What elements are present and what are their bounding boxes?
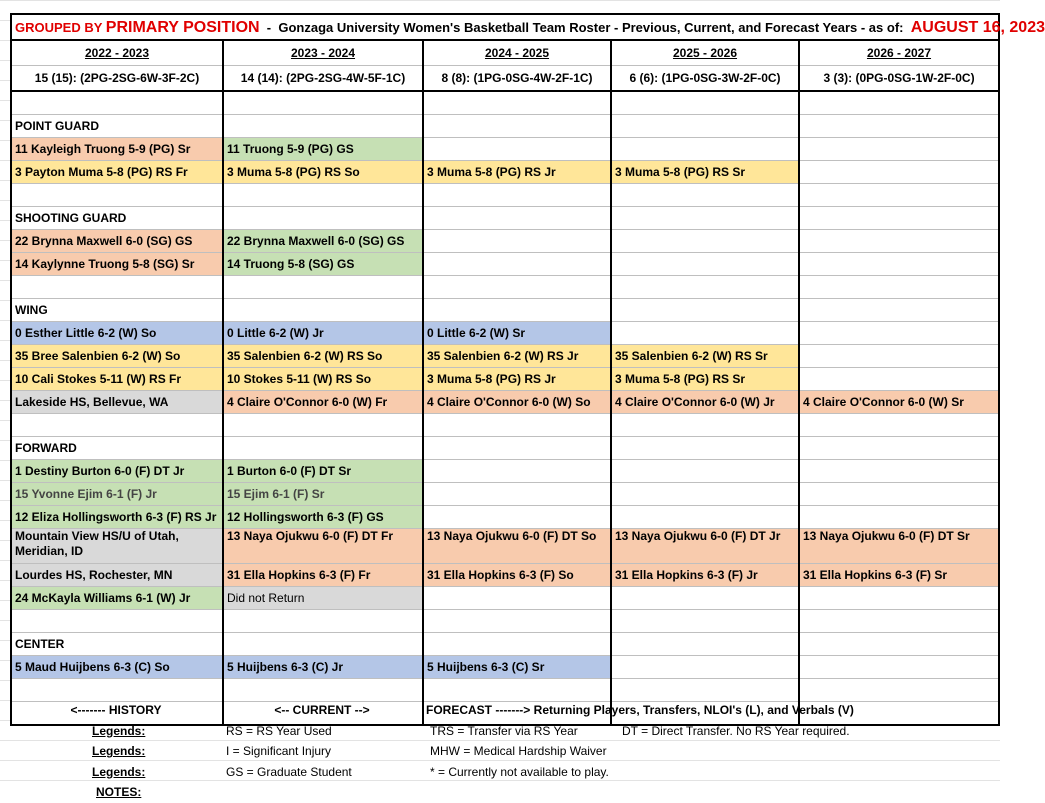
player-cell[interactable]: Lourdes HS, Rochester, MN: [11, 564, 223, 587]
year-count: 15 (15): (2PG-2SG-6W-3F-2C): [11, 66, 223, 92]
cell[interactable]: [423, 610, 611, 633]
cell[interactable]: [611, 414, 799, 437]
cell[interactable]: [799, 345, 999, 368]
cell[interactable]: [799, 506, 999, 529]
history-label: <------- HISTORY: [70, 703, 162, 718]
cell[interactable]: [799, 138, 999, 161]
section-row: [11, 207, 999, 230]
player-cell[interactable]: 14 Kaylynne Truong 5-8 (SG) Sr: [11, 253, 223, 276]
cell[interactable]: [799, 161, 999, 184]
year-header: 2024 - 2025: [423, 40, 611, 66]
year-count: 3 (3): (0PG-0SG-1W-2F-0C): [799, 66, 999, 92]
year-count: 14 (14): (2PG-2SG-4W-5F-1C): [223, 66, 423, 92]
cell[interactable]: [799, 115, 999, 138]
cell[interactable]: [799, 414, 999, 437]
cell[interactable]: [423, 506, 611, 529]
cell[interactable]: [799, 299, 999, 322]
player-cell[interactable]: 1 Burton 6-0 (F) DT Sr: [223, 460, 423, 483]
player-cell[interactable]: 10 Cali Stokes 5-11 (W) RS Fr: [11, 368, 223, 391]
legend-label: Legends:: [92, 723, 146, 738]
legend-item: DT = Direct Transfer. No RS Year required.: [622, 723, 850, 738]
cell[interactable]: [11, 610, 223, 633]
player-cell[interactable]: 0 Little 6-2 (W) Jr: [223, 322, 423, 345]
section-header[interactable]: CENTER: [11, 633, 223, 656]
player-row: [11, 138, 999, 161]
cell[interactable]: [611, 633, 799, 656]
cell[interactable]: [611, 679, 799, 702]
player-row: [11, 161, 999, 184]
title-text: - Gonzaga University Women's Basketball Team Roster - Previous, Current, and Forecast Years - as of:: [259, 19, 911, 35]
cell[interactable]: [799, 587, 999, 610]
player-row: [11, 345, 999, 368]
cell[interactable]: [611, 506, 799, 529]
year-header: 2023 - 2024: [223, 40, 423, 66]
cell[interactable]: [11, 679, 223, 702]
player-row: [11, 506, 999, 529]
player-cell[interactable]: 13 Naya Ojukwu 6-0 (F) DT So: [423, 529, 611, 564]
section-header[interactable]: POINT GUARD: [11, 115, 223, 138]
cell[interactable]: [223, 679, 423, 702]
player-cell[interactable]: 11 Truong 5-9 (PG) GS: [223, 138, 423, 161]
title-date: AUGUST 16, 2023: [910, 18, 1045, 36]
year-header: 2026 - 2027: [799, 40, 999, 66]
player-row: [11, 253, 999, 276]
player-cell[interactable]: 14 Truong 5-8 (SG) GS: [223, 253, 423, 276]
year-count: 6 (6): (1PG-0SG-3W-2F-0C): [611, 66, 799, 92]
cell[interactable]: [223, 207, 423, 230]
current-label: <-- CURRENT -->: [274, 703, 370, 718]
cell[interactable]: [423, 437, 611, 460]
cell[interactable]: [423, 483, 611, 506]
cell[interactable]: [799, 679, 999, 702]
cell[interactable]: [611, 253, 799, 276]
section-header[interactable]: WING: [11, 299, 223, 322]
cell[interactable]: [799, 437, 999, 460]
cell[interactable]: [423, 184, 611, 207]
cell[interactable]: [423, 253, 611, 276]
legend-row: [10, 721, 998, 742]
cell[interactable]: [423, 633, 611, 656]
player-cell[interactable]: 35 Salenbien 6-2 (W) RS Jr: [423, 345, 611, 368]
blank-row: [11, 610, 999, 633]
cell[interactable]: [11, 184, 223, 207]
cell[interactable]: [799, 230, 999, 253]
cell[interactable]: [611, 230, 799, 253]
cell[interactable]: [611, 460, 799, 483]
cell[interactable]: [611, 610, 799, 633]
player-cell[interactable]: 31 Ella Hopkins 6-3 (F) Jr: [611, 564, 799, 587]
player-cell[interactable]: 4 Claire O'Connor 6-0 (W) Fr: [223, 391, 423, 414]
cell[interactable]: [611, 91, 799, 115]
cell[interactable]: [611, 656, 799, 679]
cell[interactable]: [611, 322, 799, 345]
blank-row: [11, 91, 999, 115]
year-header: 2025 - 2026: [611, 40, 799, 66]
player-cell[interactable]: 12 Eliza Hollingsworth 6-3 (F) RS Jr: [11, 506, 223, 529]
player-cell[interactable]: 31 Ella Hopkins 6-3 (F) Sr: [799, 564, 999, 587]
player-cell[interactable]: 11 Kayleigh Truong 5-9 (PG) Sr: [11, 138, 223, 161]
cell[interactable]: [423, 679, 611, 702]
player-row: [11, 656, 999, 679]
cell[interactable]: [423, 414, 611, 437]
cell[interactable]: [611, 587, 799, 610]
cell[interactable]: [423, 276, 611, 299]
cell[interactable]: [223, 91, 423, 115]
player-cell[interactable]: 13 Naya Ojukwu 6-0 (F) DT Jr: [611, 529, 799, 564]
blank-row: [11, 414, 999, 437]
player-cell[interactable]: 3 Muma 5-8 (PG) RS Sr: [611, 368, 799, 391]
player-row: [11, 230, 999, 253]
legend-item: TRS = Transfer via RS Year: [430, 723, 578, 738]
cell[interactable]: [799, 483, 999, 506]
player-cell[interactable]: 35 Bree Salenbien 6-2 (W) So: [11, 345, 223, 368]
cell[interactable]: [423, 587, 611, 610]
legend-row: [10, 741, 998, 762]
cell[interactable]: [611, 138, 799, 161]
cell[interactable]: [223, 276, 423, 299]
cell[interactable]: [423, 207, 611, 230]
blank-row: [11, 679, 999, 702]
cell[interactable]: [223, 115, 423, 138]
player-cell[interactable]: 5 Huijbens 6-3 (C) Sr: [423, 656, 611, 679]
player-cell[interactable]: 3 Muma 5-8 (PG) RS Jr: [423, 161, 611, 184]
cell[interactable]: [611, 276, 799, 299]
player-cell[interactable]: 22 Brynna Maxwell 6-0 (SG) GS: [223, 230, 423, 253]
player-cell[interactable]: 15 Ejim 6-1 (F) Sr: [223, 483, 423, 506]
cell[interactable]: [799, 460, 999, 483]
section-row: [11, 115, 999, 138]
cell[interactable]: [423, 460, 611, 483]
player-cell[interactable]: 22 Brynna Maxwell 6-0 (SG) GS: [11, 230, 223, 253]
player-cell[interactable]: 12 Hollingsworth 6-3 (F) GS: [223, 506, 423, 529]
cell[interactable]: [799, 656, 999, 679]
cell[interactable]: [423, 138, 611, 161]
player-cell[interactable]: Mountain View HS/U of Utah, Meridian, ID: [11, 529, 223, 564]
cell[interactable]: [223, 633, 423, 656]
title-prefix: GROUPED BY: [15, 19, 106, 35]
cell[interactable]: [799, 276, 999, 299]
player-cell[interactable]: 5 Huijbens 6-3 (C) Jr: [223, 656, 423, 679]
cell[interactable]: [223, 299, 423, 322]
player-cell[interactable]: 4 Claire O'Connor 6-0 (W) So: [423, 391, 611, 414]
player-cell[interactable]: 15 Yvonne Ejim 6-1 (F) Jr: [11, 483, 223, 506]
cell[interactable]: [799, 322, 999, 345]
year-header: 2022 - 2023: [11, 40, 223, 66]
legend-item: MHW = Medical Hardship Waiver: [430, 744, 607, 759]
cell[interactable]: [799, 368, 999, 391]
legend-item: I = Significant Injury: [226, 744, 332, 759]
blank-row: [11, 276, 999, 299]
section-row: [11, 633, 999, 656]
player-cell[interactable]: 31 Ella Hopkins 6-3 (F) Fr: [223, 564, 423, 587]
section-header[interactable]: FORWARD: [11, 437, 223, 460]
player-cell[interactable]: 3 Muma 5-8 (PG) RS So: [223, 161, 423, 184]
player-cell[interactable]: 3 Payton Muma 5-8 (PG) RS Fr: [11, 161, 223, 184]
player-cell[interactable]: Lakeside HS, Bellevue, WA: [11, 391, 223, 414]
legend-item: * = Currently not available to play.: [430, 764, 609, 779]
cell[interactable]: [223, 437, 423, 460]
cell[interactable]: [423, 299, 611, 322]
title-emphasis: PRIMARY POSITION: [105, 18, 260, 36]
cell[interactable]: [799, 207, 999, 230]
player-cell[interactable]: 13 Naya Ojukwu 6-0 (F) DT Fr: [223, 529, 423, 564]
player-row: [11, 529, 999, 564]
player-cell[interactable]: 3 Muma 5-8 (PG) RS Jr: [423, 368, 611, 391]
player-row: [11, 587, 999, 610]
legend-label: Legends:: [92, 744, 146, 759]
forecast-label: FORECAST -------> Returning Players, Transfers, NLOI's (L), and Verbals (V): [426, 703, 854, 718]
player-cell[interactable]: 35 Salenbien 6-2 (W) RS So: [223, 345, 423, 368]
title-cell: [11, 14, 1045, 40]
cell[interactable]: [423, 115, 611, 138]
cell[interactable]: [611, 437, 799, 460]
section-header[interactable]: SHOOTING GUARD: [11, 207, 223, 230]
cell[interactable]: [799, 91, 999, 115]
cell[interactable]: [11, 414, 223, 437]
player-row: [11, 564, 999, 587]
blank-row: [11, 184, 999, 207]
cell[interactable]: [11, 276, 223, 299]
player-row: [11, 391, 999, 414]
player-cell[interactable]: 3 Muma 5-8 (PG) RS Sr: [611, 161, 799, 184]
player-cell[interactable]: 10 Stokes 5-11 (W) RS So: [223, 368, 423, 391]
cell[interactable]: [799, 610, 999, 633]
player-cell[interactable]: 4 Claire O'Connor 6-0 (W) Sr: [799, 391, 999, 414]
legend-item: RS = RS Year Used: [226, 723, 332, 738]
player-cell[interactable]: 0 Esther Little 6-2 (W) So: [11, 322, 223, 345]
player-cell[interactable]: 24 McKayla Williams 6-1 (W) Jr: [11, 587, 223, 610]
player-cell[interactable]: 5 Maud Huijbens 6-3 (C) So: [11, 656, 223, 679]
cell[interactable]: [611, 184, 799, 207]
cell[interactable]: [423, 230, 611, 253]
legend-label: Legends:: [92, 764, 146, 779]
cell[interactable]: [11, 91, 223, 115]
cell[interactable]: [611, 207, 799, 230]
player-cell[interactable]: 1 Destiny Burton 6-0 (F) DT Jr: [11, 460, 223, 483]
cell[interactable]: [223, 184, 423, 207]
player-row: [11, 322, 999, 345]
player-row: [11, 460, 999, 483]
cell[interactable]: [611, 299, 799, 322]
legend-row: [10, 762, 998, 783]
player-row: [11, 483, 999, 506]
player-cell[interactable]: 31 Ella Hopkins 6-3 (F) So: [423, 564, 611, 587]
legend-item: GS = Graduate Student: [226, 764, 352, 779]
section-row: [11, 299, 999, 322]
year-count: 8 (8): (1PG-0SG-4W-2F-1C): [423, 66, 611, 92]
roster-table: [10, 13, 1045, 726]
cell[interactable]: [223, 610, 423, 633]
cell[interactable]: [611, 483, 799, 506]
section-row: [11, 437, 999, 460]
player-cell[interactable]: 13 Naya Ojukwu 6-0 (F) DT Sr: [799, 529, 999, 564]
cell[interactable]: [611, 115, 799, 138]
player-cell[interactable]: Did not Return: [223, 587, 423, 610]
cell[interactable]: [223, 414, 423, 437]
player-cell[interactable]: 35 Salenbien 6-2 (W) RS Sr: [611, 345, 799, 368]
footer: [10, 700, 998, 803]
player-cell[interactable]: 0 Little 6-2 (W) Sr: [423, 322, 611, 345]
notes-label: NOTES:: [96, 785, 142, 800]
cell[interactable]: [799, 184, 999, 207]
cell[interactable]: [799, 633, 999, 656]
player-cell[interactable]: 4 Claire O'Connor 6-0 (W) Jr: [611, 391, 799, 414]
cell[interactable]: [423, 91, 611, 115]
cell[interactable]: [799, 253, 999, 276]
player-row: [11, 368, 999, 391]
